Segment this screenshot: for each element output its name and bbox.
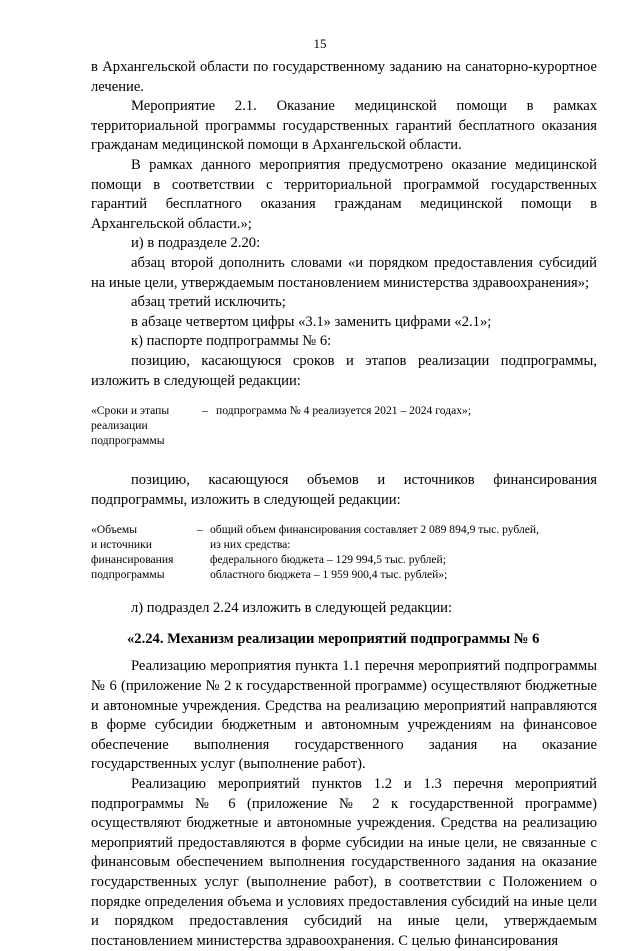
table-label-line: «Сроки и этапы: [91, 404, 170, 418]
paragraph-terms-position: позицию, касающуюся сроков и этапов реализации подпрограммы, изложить в следующей редакции:: [91, 352, 597, 389]
paragraph-item-i: и) в подразделе 2.20:: [131, 235, 261, 252]
paragraph-mechanism-2: Реализацию мероприятий пунктов 1.2 и 1.3 перечня мероприятий подпрограммы № 6 (приложение № 2 к государственной программе) осуществляют бюджетные и автономные учреждения. Средства на реализацию мероприятий предоставляются в форме субсидии на иные цели, не связанные с финансовым обеспечением выполнения государственного задания на оказание государственных услуг (выполнение работ), в соответствии с Положением о порядке определения объема и условиях предоставления субсидий на иные цели и порядком предоставления субсидий на иные цели, утверждаемым постановлением министерства здравоохранения. С целью финансирования: [91, 776, 597, 949]
paragraph-paragraph-four: в абзаце четвертом цифры «3.1» заменить цифрами «2.1»;: [131, 313, 492, 330]
paragraph-mechanism-1: Реализацию мероприятия пункта 1.1 перечня мероприятий подпрограммы № 6 (приложение № 2 к государственной программе) осуществляют бюджетные и автономные учреждения. Средства на реализацию мероприятий направляются в форме субсидии бюджетным и автономным учреждениям на финансовое обеспечение выполнения государственного задания на оказание государственных услуг (выполнение работ).: [91, 658, 597, 773]
table-label: [91, 403, 201, 448]
paragraph-measure-2-1: Мероприятие 2.1. Оказание медицинской помощи в рамках территориальной программы государственных гарантий бесплатного оказания гражданам медицинской помощи в Архангельской области.: [91, 98, 597, 154]
table-label-line: и источники: [91, 538, 152, 552]
paragraph-item-k: к) паспорте подпрограммы № 6:: [131, 333, 332, 350]
passport-table-financing: [91, 522, 597, 584]
table-label: [91, 522, 201, 582]
table-label-line: реализации: [91, 419, 148, 433]
paragraph-paragraph-three: абзац третий исключить;: [131, 294, 286, 311]
table-value-line: подпрограмма № 4 реализуется 2021 – 2024 годах»;: [216, 404, 472, 418]
paragraph-continuation: в Архангельской области по государственному заданию на санаторно-курортное лечение.: [91, 59, 597, 95]
paragraph-measure-scope: В рамках данного мероприятия предусмотрено оказание медицинской помощи в соответствии с территориальной программой государственных гарантий бесплатного оказания гражданам медицинской помощи в Архангельской области.»;: [91, 156, 597, 232]
table-dash: –: [202, 404, 208, 418]
table-value: [210, 522, 539, 582]
table-label-line: подпрограммы: [91, 434, 165, 448]
page-number: 15: [313, 36, 327, 51]
table-value-line: из них средства:: [210, 538, 291, 552]
table-value-line: областного бюджета – 1 959 900,4 тыс. рублей»;: [210, 568, 448, 582]
section-heading: «2.24. Механизм реализации мероприятий подпрограммы № 6: [127, 630, 540, 647]
document-body: [91, 58, 597, 951]
table-label-line: финансирования: [91, 553, 174, 567]
paragraph-financing-position: позицию, касающуюся объемов и источников финансирования подпрограммы, изложить в следующей редакции:: [91, 472, 597, 508]
table-value-line: федерального бюджета – 129 994,5 тыс. рублей;: [210, 553, 446, 567]
paragraph-item-l: л) подраздел 2.24 изложить в следующей редакции:: [131, 600, 453, 617]
table-value: [216, 403, 471, 418]
table-dash: –: [197, 523, 203, 537]
table-label-line: подпрограммы: [91, 568, 165, 582]
table-value-line: общий объем финансирования составляет 2 089 894,9 тыс. рублей,: [210, 523, 540, 537]
paragraph-paragraph-two: абзац второй дополнить словами «и порядком предоставления субсидий на иные цели, утверждаемым постановлением министерства здравоохранения»;: [91, 254, 597, 291]
passport-table-terms: [91, 403, 597, 455]
table-label-line: «Объемы: [91, 523, 138, 537]
